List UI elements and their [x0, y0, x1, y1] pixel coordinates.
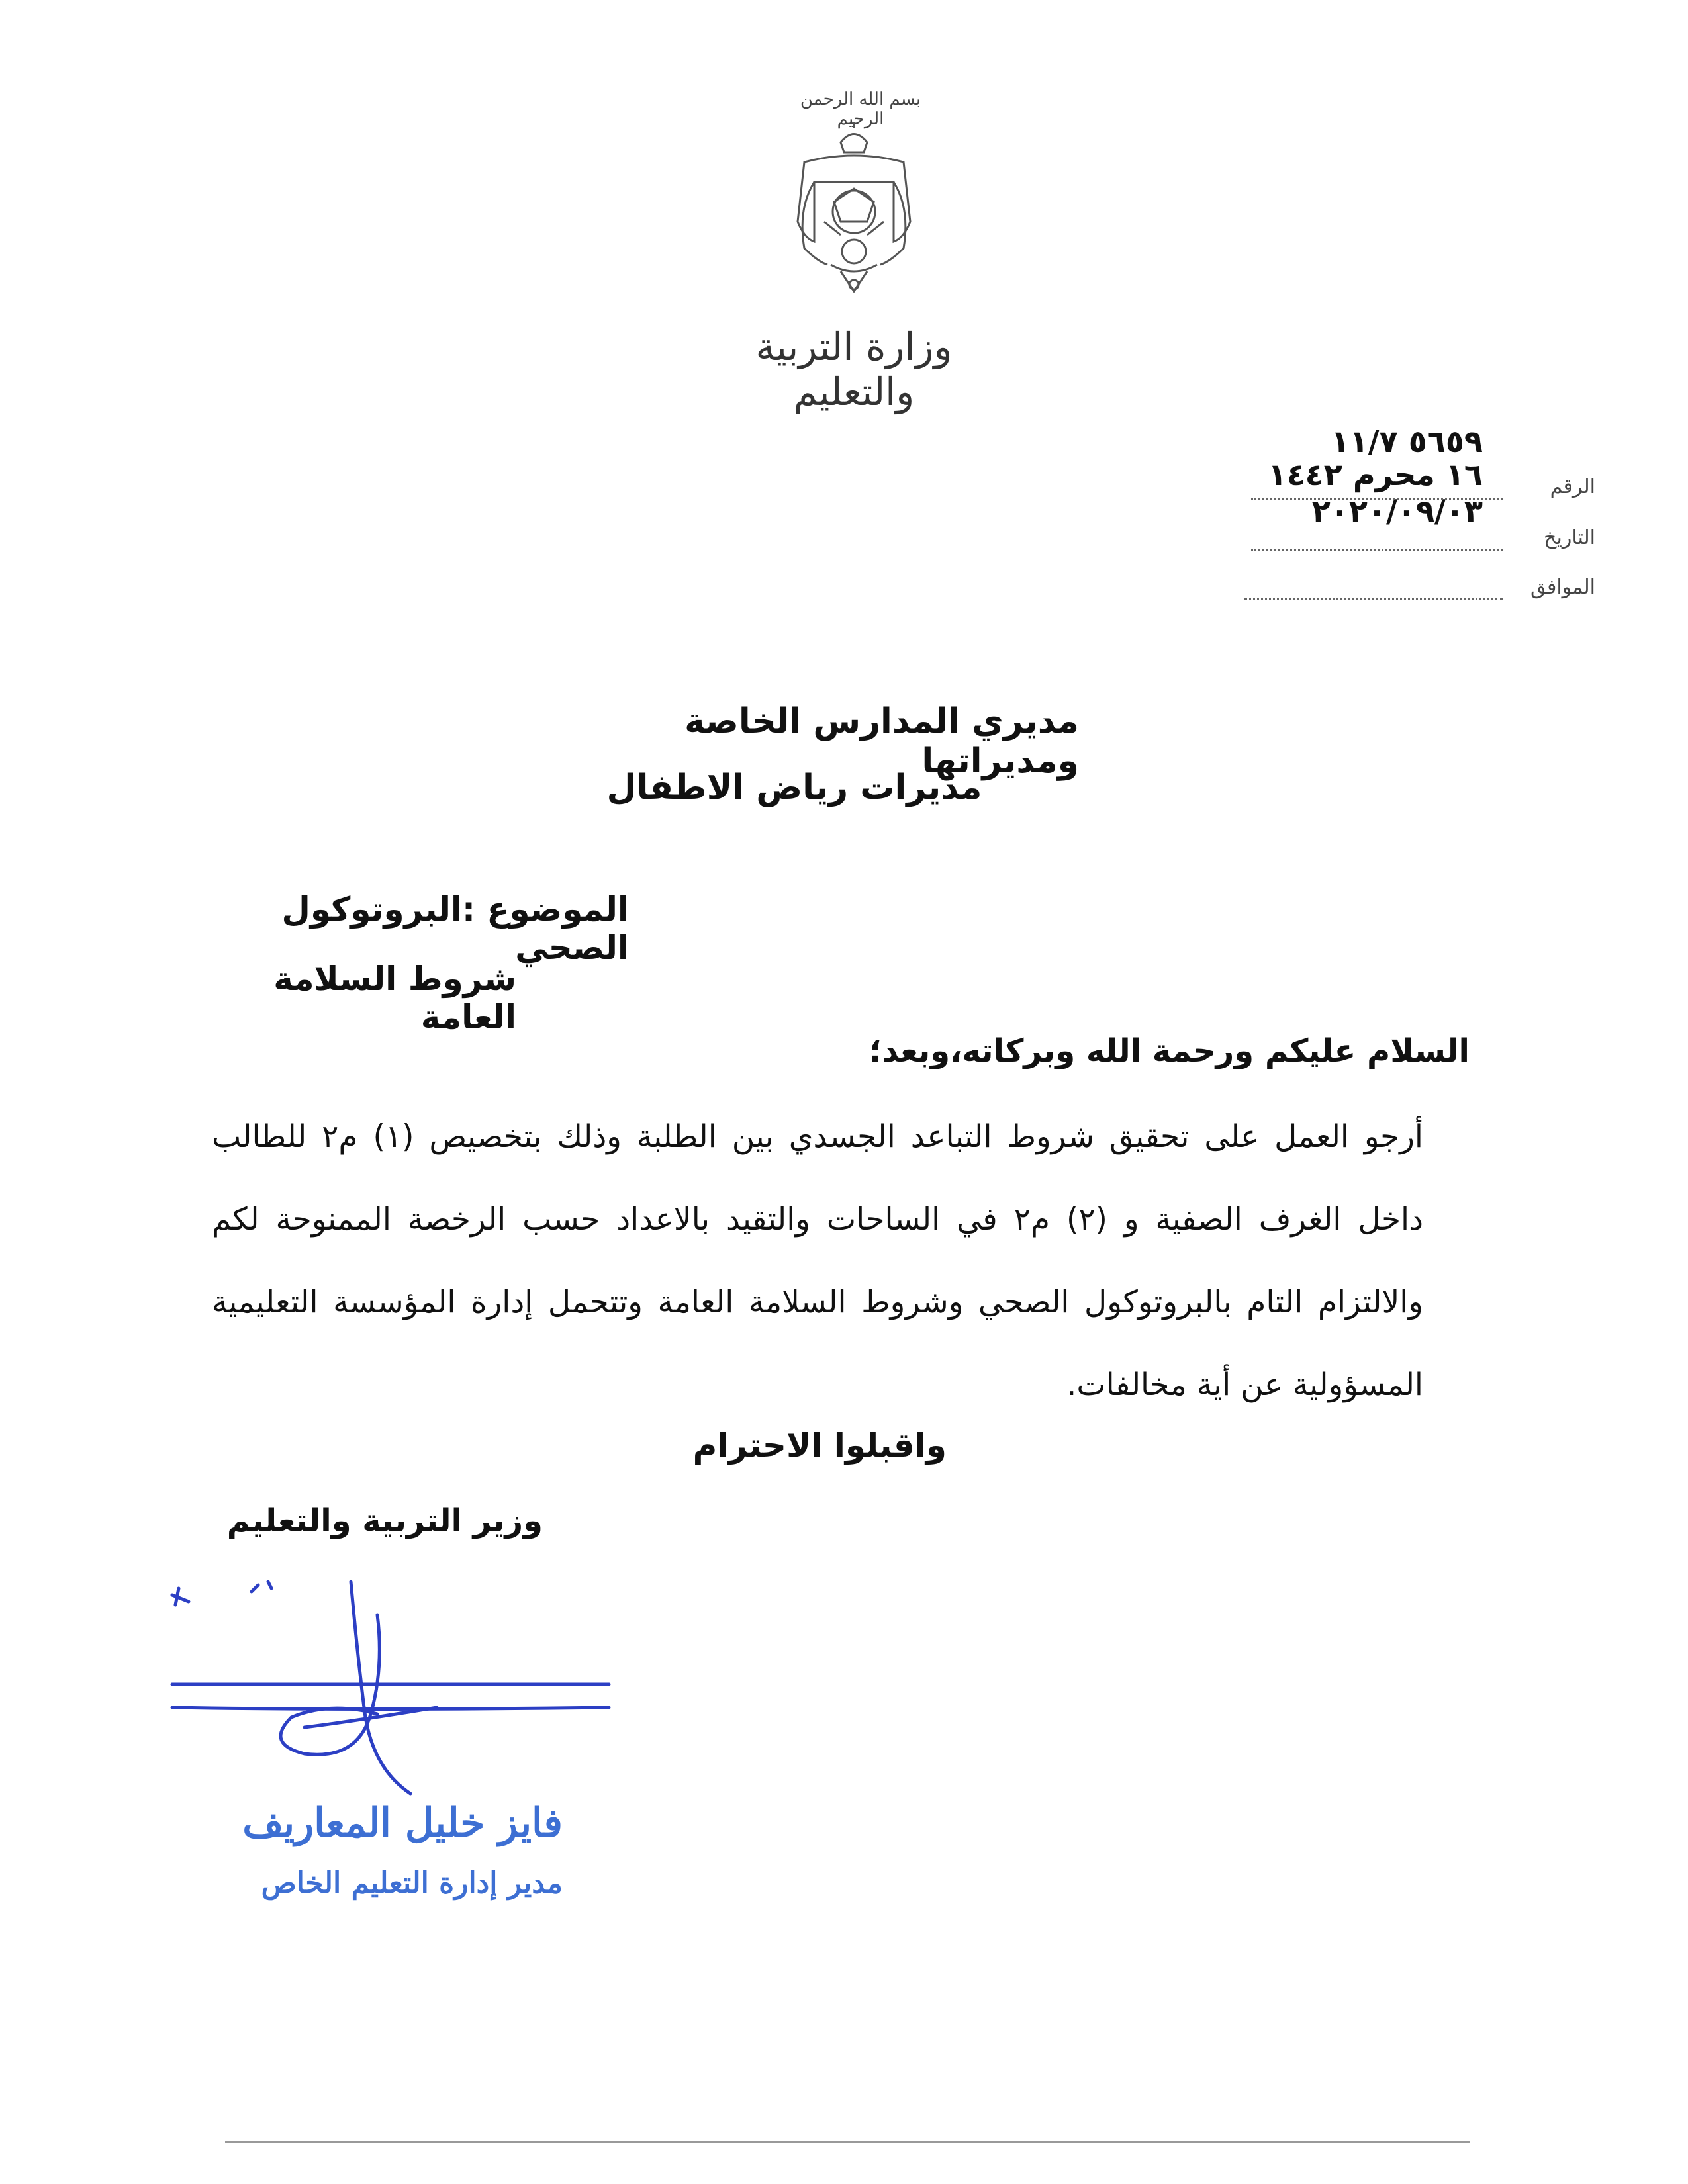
stamp-name: فايز خليل المعاريف — [242, 1800, 563, 1846]
reference-number-dotted-line — [1251, 498, 1503, 500]
subject-line-2: شروط السلامة العامة — [273, 960, 516, 1036]
footer-divider — [225, 2141, 1470, 2143]
closing: واقبلوا الاحترام — [692, 1426, 947, 1465]
stamp-position: مدير إدارة التعليم الخاص — [261, 1866, 563, 1900]
addressee-line-1: مديري المدارس الخاصة ومديراتها — [684, 702, 1079, 781]
date-dotted-line — [1251, 549, 1503, 551]
subject-line-1: الموضوع :البروتوكول الصحي — [281, 890, 629, 967]
hijri-date-value: ١٦ محرم ١٤٤٢ — [1268, 457, 1483, 492]
basmala: بسم الله الرحمن الرحيم — [800, 89, 921, 129]
letter-body: أرجو العمل على تحقيق شروط التباعد الجسدي بين الطلبة وذلك بتخصيص (١) م٢ للطالب داخل الغرف الصفية و (٢) م٢ في الساحات والتقيد بالاعداد حسب الرخصة الممنوحة لكم والالتزام التام بالبروتوكول الصحي وشروط السلامة العامة وتتحمل إدارة المؤسسة التعليمية المسؤولية عن أية مخالفات. — [212, 1118, 1423, 1403]
corresponding-label: الموافق — [1530, 576, 1595, 599]
signatory-title: وزير التربية والتعليم — [226, 1502, 543, 1539]
date-label: التاريخ — [1544, 526, 1595, 549]
addressee-line-2: مديرات رياض الاطفال — [606, 768, 982, 807]
greeting: السلام عليكم ورحمة الله وبركاته،وبعد؛ — [869, 1032, 1470, 1069]
reference-number-value: ٥٦٥٩ ١١/٧ — [1331, 424, 1483, 459]
gregorian-date-value: ٢٠٢٠/٠٩/٠٣ — [1311, 493, 1483, 529]
reference-number-label: الرقم — [1550, 475, 1595, 498]
corresponding-dotted-line — [1244, 598, 1503, 600]
ministry-name: وزارة التربية والتعليم — [755, 324, 953, 414]
coat-of-arms-emblem — [778, 122, 930, 295]
handwritten-signature — [159, 1575, 622, 1813]
